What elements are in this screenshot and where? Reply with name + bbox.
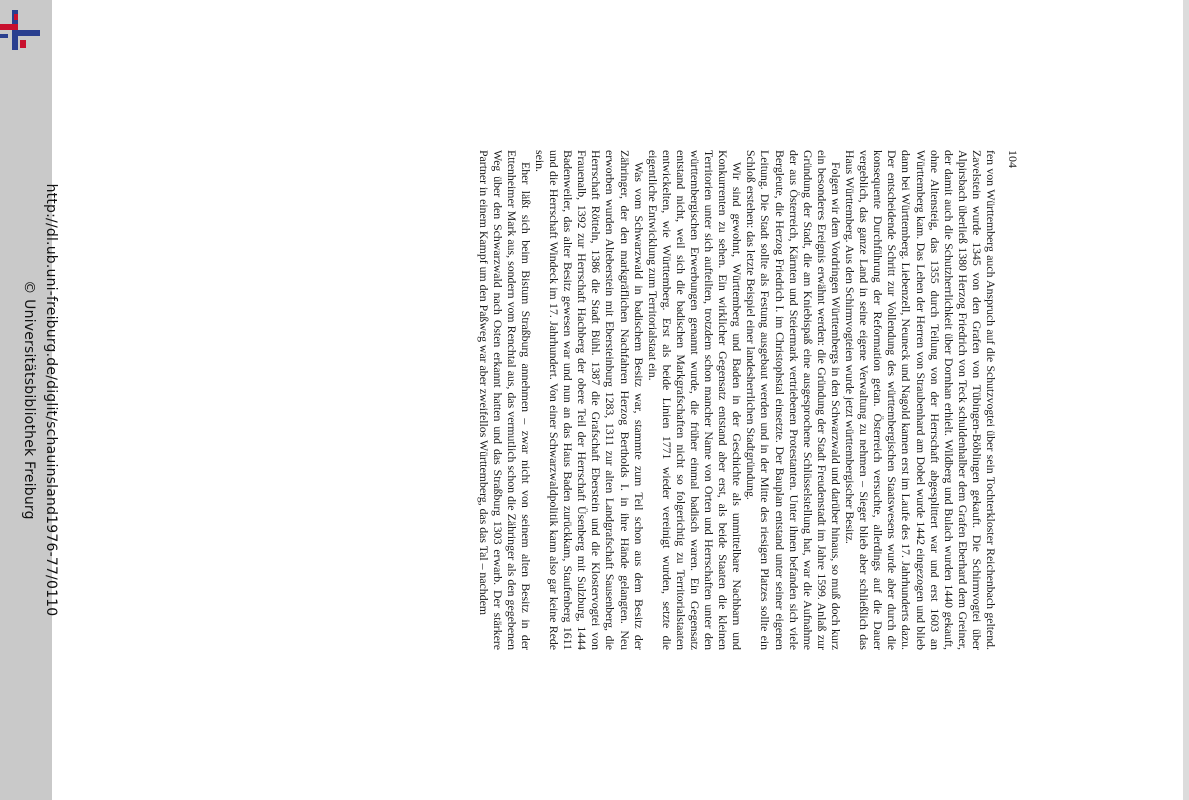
page-body: [250, 150, 1020, 650]
page-number: 104: [1006, 150, 1020, 168]
page-text-rotated: [250, 150, 1020, 650]
copyright-notice: © Universitätsbibliothek Freiburg: [21, 280, 37, 520]
scrollbar[interactable]: [1183, 0, 1189, 800]
paragraph: fen von Württemberg auch Anspruch auf die Schutzvogtei über sein Tochterkloster Reichenbach geltend. Zavelstein wurde 1345 von den Grafen von Tübingen-Böblingen gekauft. Die Schirmvogtei über Alpirsbach überließ 1380 Herzog Friedrich von Teck schuldenhalber dem Grafen Eberhard dem Greiner, der damit auch die Schutzherrlichkeit über Dornhan erhielt. Wildberg und Bulach wurden 1440 gekauft, ohne Altensteig, das 1355 durch Teilung von der Herrschaft abgesplittert war und erst 1603 an Württemberg kam. Das Lehen der Herren von Straubenhard am Dobel wurde 1442 eingezogen und blieb dann bei Württemberg. Liebenzell, Neuneck und Nagold kamen erst im Laufe des 17. Jahrhunderts dazu. Der entscheidende Schritt zur Vollendung des württembergischen Staatswesens wurde aber durch die konsequente Durchführung der Reformation getan. Österreich versuchte, allerdings auf die Dauer vergeblich, das ganze Land in seine eigene Verwaltung zu nehmen – Sieger blieb aber schließlich das Haus Württemberg. Aus den Schirmvogteien wurde jetzt württembergischer Besitz.: [843, 150, 998, 650]
document-url[interactable]: http://dl.ub.uni-freiburg.de/diglit/schauinsland1976-77/0110: [43, 183, 59, 617]
sidebar-caption: [20, 184, 60, 617]
paragraph: Was vom Schwarzwald in badischem Besitz war, stammte zum Teil schon aus dem Besitz der Zähringer, der den markgräflichen Nachfahren Herzog Bertholds I. in ihre Hände gelangten. Neu erworben wurden Alteberstein mit Ebersteinburg 1283, 1311 zur alten Landgrafschaft Sausenberg, die Herrschaft Rötteln, 1386 die Stadt Bühl. 1387 die Grafschaft Eberstein und die Klostervogtei von Frauenalb, 1392 zur Herrschaft Hachberg der obere Teil der Herrschaft Üsenberg mit Sulzburg, 1444 Badenweiler, das alter Besitz gewesen war und nun an das Haus Baden zurückkam, Staufenberg 1611 und die Herrschaft Windeck im 17. Jahrhundert. Von einer Schwarzwaldpolitik kann also gar keine Rede sein.: [533, 150, 646, 650]
document-page: [250, 150, 1020, 650]
paragraph: Folgen wir dem Vordringen Württembergs in den Schwarzwald und darüber hinaus, so muß doch kurz ein besonderes Ereignis erwähnt werden: die Gründung der Stadt Freudenstadt im Jahre 1599. Anlaß zur Gründung der Stadt, die am Kniebispaß eine ausgesprochene Schlüsselstellung hat, war die Aufnahme der aus Österreich, Kärnten und Steiermark vertriebenen Protestanten. Unter ihnen befanden sich viele Bergleute, die Herzog Friedrich I. im Christophstal einsetzte. Der Bauplan entstand unter seiner eigenen Leitung. Die Stadt sollte als Festung ausgebaut werden und in der Mitte des riesigen Platzes sollte ein Schloß erstehen: das letzte Beispiel einer landesherrlichen Stadtgründung.: [744, 150, 843, 650]
university-logo-icon: [0, 8, 44, 52]
viewer-sidebar: [0, 0, 59, 800]
paragraph: Wir sind gewohnt, Württemberg und Baden in der Geschichte als unmittelbare Nachbarn und Konkurrenten zu sehen. Ein wirklicher Gegensatz entstand aber erst, als beide Staaten die kleinen Territorien unter sich aufteilten, trotzdem schon mancher Name von Orten und Herrschaften unter den württembergischen Erwerbungen genannt wurde, die früher einmal badisch waren. Ein Gegensatz entstand nicht, weil sich die badischen Markgrafschaften nicht so folgerichtig zu Territorialstaaten entwickelten, wie Württemberg. Erst als beide Linien 1771 wieder vereinigt wurden, setzte die eigentliche Entwicklung zum Territorialstaat ein.: [645, 150, 745, 650]
paragraph: Eher läßt sich beim Bistum Straßburg annehmen – zwar nicht von seinem alten Besitz in der Ettenheimer Mark aus, sondern vom Renchtal aus, das vermutlich schon die Zähringer als den gegebenen Weg über den Schwarzwald nach Osten erkannt hatten und das Straßburg 1303 erwarb. Der stärkere Partner in einem Kampf um den Paßweg war aber zweifellos Württemberg, das das Tal – nachdem: [476, 150, 533, 650]
